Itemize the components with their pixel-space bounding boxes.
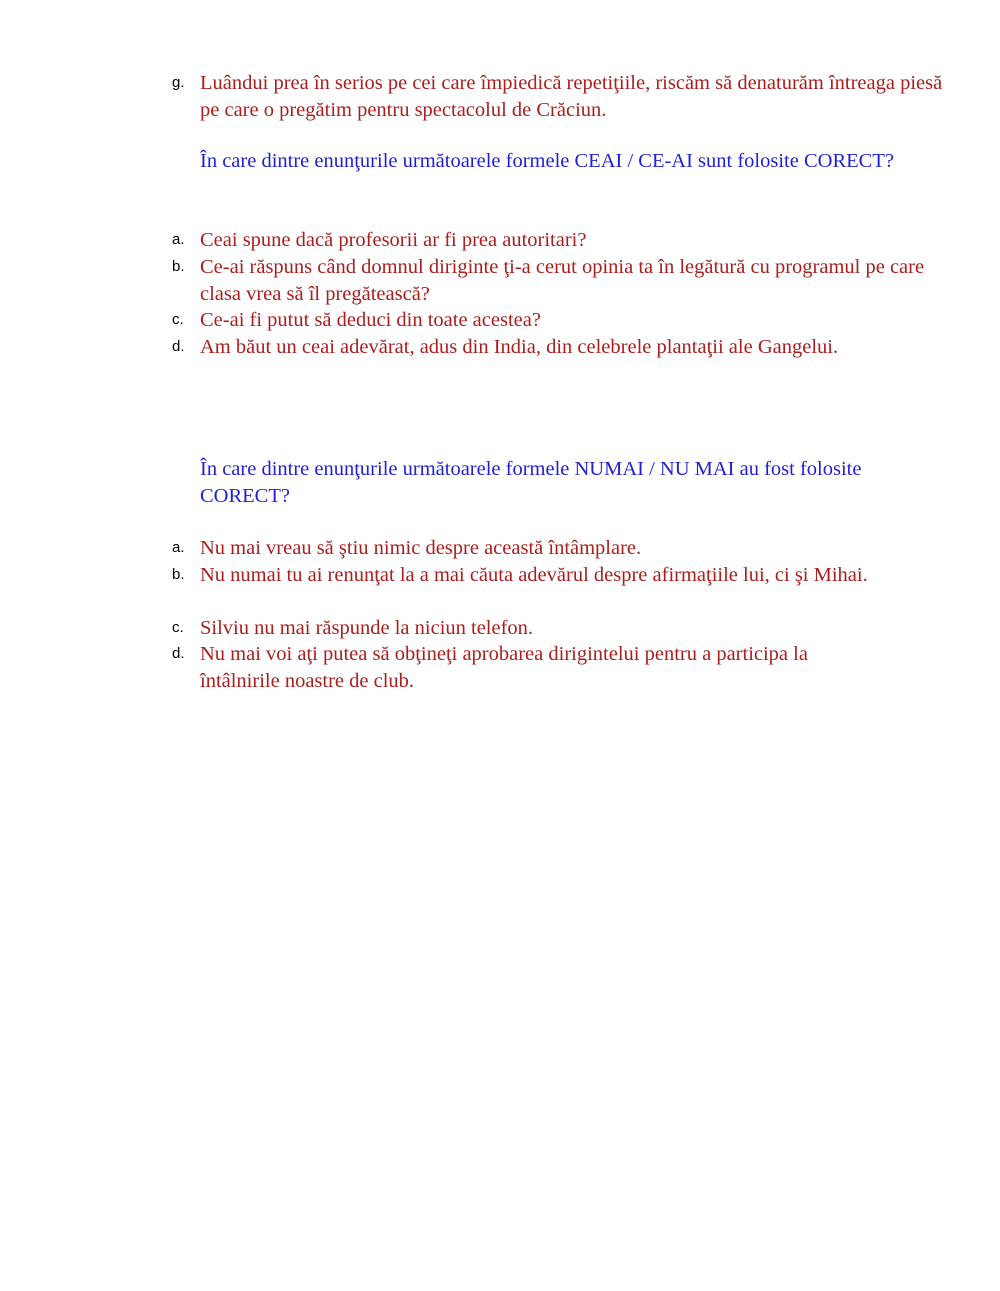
option-marker: d.: [172, 338, 185, 355]
question-2-prompt: În care dintre enunţurile următoarele formele NUMAI / NU MAI au fost folosite CORECT?: [200, 458, 862, 507]
option-marker: b.: [172, 566, 185, 583]
option-marker: a.: [172, 539, 185, 556]
option-text: Ce-ai fi putut să deduci din toate acestea?: [200, 309, 541, 331]
question-1-option-d[interactable]: [168, 334, 948, 361]
question-2-option-b[interactable]: [168, 562, 948, 589]
option-text: Ceai spune dacă profesorii ar fi prea autoritari?: [200, 229, 587, 251]
option-text: Nu numai tu ai renunţat la a mai căuta adevărul despre afirmaţiile lui, ci şi Mihai.: [200, 564, 868, 586]
option-text: Am băut un ceai adevărat, adus din India, din celebrele plantaţii ale Gangelui.: [200, 336, 839, 358]
option-marker: a.: [172, 231, 185, 248]
option-marker: b.: [172, 258, 185, 275]
item-text: Luândui prea în serios pe cei care împiedică repetiţiile, riscăm să denaturăm întreaga piesă pe care o pregătim pentru spectacolul de Crăciun.: [200, 72, 943, 121]
option-text: Ce-ai răspuns când domnul diriginte ţi-a cerut opinia ta în legătură cu programul pe care clasa vrea să îl pregătească?: [200, 256, 925, 305]
option-marker: d.: [172, 645, 185, 662]
question-2-option-a[interactable]: [168, 535, 948, 562]
list-item-g: [168, 70, 948, 123]
question-1-option-b[interactable]: [168, 254, 948, 307]
option-marker: c.: [172, 311, 184, 328]
option-marker: c.: [172, 619, 184, 636]
question-2-option-d[interactable]: [168, 641, 948, 694]
question-1-option-c[interactable]: [168, 307, 948, 334]
option-text: Silviu nu mai răspunde la niciun telefon.: [200, 617, 534, 639]
question-1-prompt: În care dintre enunţurile următoarele formele CEAI / CE-AI sunt folosite CORECT?: [200, 150, 894, 172]
option-text: Nu mai vreau să ştiu nimic despre această întâmplare.: [200, 537, 642, 559]
question-2-option-c[interactable]: [168, 615, 948, 642]
option-text: Nu mai voi aţi putea să obţineţi aprobarea dirigintelui pentru a participa la întâlnirile noastre de club.: [200, 643, 808, 692]
question-1-option-a[interactable]: [168, 227, 948, 254]
item-marker: g.: [172, 74, 185, 91]
